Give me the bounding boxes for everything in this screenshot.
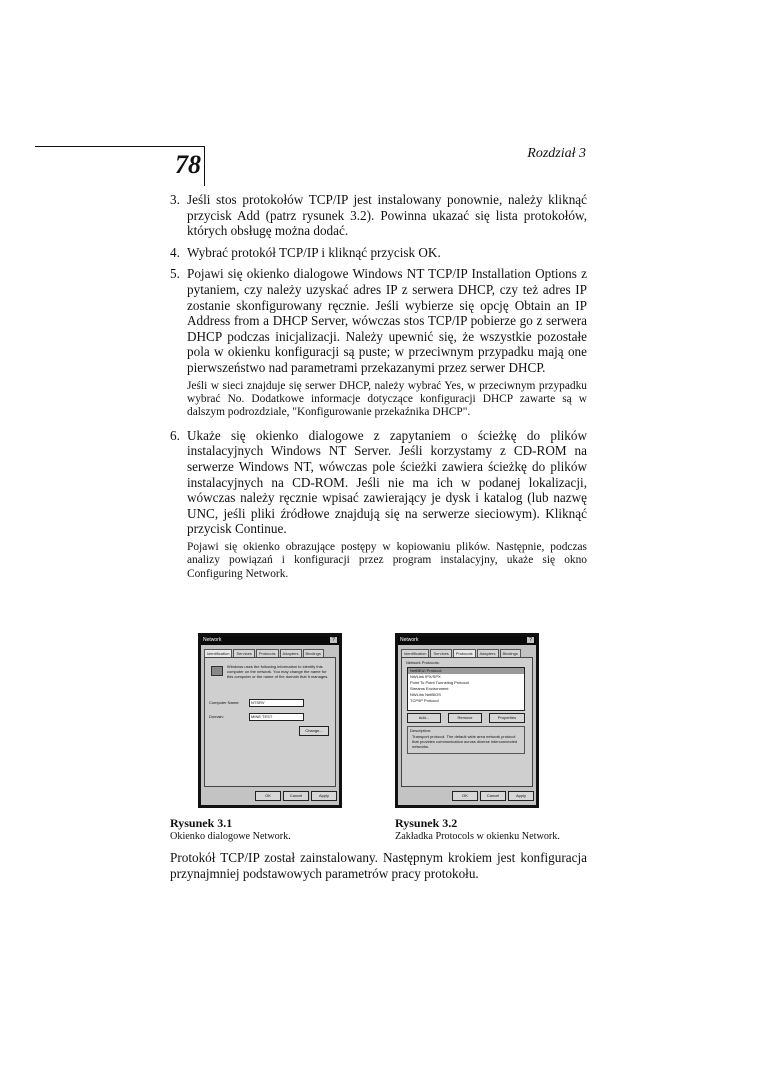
ok-button[interactable]: OK [452, 791, 478, 801]
list-item[interactable]: NetBEUI Protocol [408, 668, 524, 674]
close-icon[interactable]: ? [527, 637, 534, 643]
closing-paragraph: Protokół TCP/IP został zainstalowany. Następnym krokiem jest konfiguracja przynajmniej podstawowych parametrów pracy protokołu. [170, 850, 587, 881]
add-button[interactable]: Add... [407, 713, 441, 723]
computer-name-label: Computer Name: [209, 700, 240, 705]
tab-services[interactable]: Services [430, 649, 451, 657]
step-number: 5. [170, 266, 180, 282]
step-list [170, 192, 587, 589]
figure-3-1-screenshot [198, 633, 342, 808]
dialog-title: Network [400, 637, 419, 643]
step-note: Pojawi się okienko obrazujące postępy w kopiowaniu plików. Następnie, podczas analizy powiązań i konfiguracji przez program instalacyjny, ukaże się okno Configuring Network. [187, 540, 587, 580]
apply-button[interactable]: Apply [508, 791, 534, 801]
domain-field[interactable]: MINE TEST [249, 713, 304, 721]
figure-3-1-caption: Okienko dialogowe Network. [170, 831, 291, 842]
description-group [407, 726, 525, 754]
chapter-title: Rozdział 3 [527, 146, 586, 161]
protocols-list[interactable] [407, 667, 525, 711]
tab-bindings[interactable]: Bindings [303, 649, 324, 657]
step-text: Pojawi się okienko dialogowe Windows NT TCP/IP Installation Options z pytaniem, czy należy uzyskać adres IP z serwera DHCP, czy też adres IP zostanie skonfigurowany ręcznie. Jeśli wybierze się opcję Obtain an IP Address from a DHCP Server, wówczas stos TCP/IP pobierze go z serwera DHCP podczas inicjalizacji. Należy upewnić się, że wszystkie pozostałe pola w okienku konfiguracji są puste; w przeciwnym przypadku mają one pierwszeństwo nad parametrami przekazanymi przez serwer DHCP. [187, 266, 587, 375]
properties-button[interactable]: Properties [489, 713, 525, 723]
figure-3-1-title: Rysunek 3.1 [170, 816, 233, 830]
computer-icon [211, 666, 223, 676]
tab-identification[interactable]: Identification [401, 649, 429, 657]
domain-label: Domain: [209, 714, 224, 719]
dialog-title-bar [398, 636, 536, 645]
step-text: Wybrać protokół TCP/IP i kliknąć przycisk OK. [187, 244, 441, 260]
header-vertical-rule [204, 146, 205, 186]
figure-3-2-screenshot [395, 633, 539, 808]
tab-adapters[interactable]: Adapters [477, 649, 499, 657]
network-dialog [398, 636, 536, 805]
close-icon[interactable]: ? [330, 637, 337, 643]
step-item [170, 192, 587, 239]
tab-strip [401, 649, 521, 657]
description-text: Transport protocol. The default wide area network protocol that provides communication across diverse interconnected networks. [412, 734, 518, 749]
list-item[interactable]: NWLink IPX/SPX [410, 674, 441, 679]
tab-adapters[interactable]: Adapters [280, 649, 302, 657]
figure-3-2-title: Rysunek 3.2 [395, 816, 458, 830]
tab-strip [204, 649, 324, 657]
tab-protocols[interactable]: Protocols [256, 649, 279, 657]
remove-button[interactable]: Remove [448, 713, 482, 723]
tab-bindings[interactable]: Bindings [500, 649, 521, 657]
header-rule [35, 146, 205, 147]
description-label: Description: [410, 728, 432, 733]
network-dialog [201, 636, 339, 805]
list-item[interactable]: NWLink NetBIOS [410, 692, 441, 697]
change-button[interactable]: Change... [299, 726, 329, 736]
identification-info: Windows uses the following information to identify this computer on the network. You may change the name for this computer or the name of the domain that it manages. [227, 664, 329, 679]
computer-name-field[interactable]: NTSRV [249, 699, 304, 707]
step-item [170, 266, 587, 419]
list-item[interactable]: TCP/IP Protocol [410, 698, 439, 703]
tab-identification[interactable]: Identification [204, 649, 232, 657]
dialog-title: Network [203, 637, 222, 643]
cancel-button[interactable]: Cancel [283, 791, 309, 801]
ok-button[interactable]: OK [255, 791, 281, 801]
step-text: Jeśli stos protokołów TCP/IP jest instalowany ponownie, należy kliknąć przycisk Add (patrz rysunek 3.2). Powinna ukazać się lista protokołów, których obsługę można dodać. [187, 192, 587, 239]
list-item[interactable]: Streams Environment [410, 686, 449, 691]
tab-services[interactable]: Services [233, 649, 254, 657]
list-item[interactable]: Point To Point Tunneling Protocol [410, 680, 469, 685]
figure-3-2-caption: Zakładka Protocols w okienku Network. [395, 831, 560, 842]
step-item [170, 245, 587, 261]
dialog-title-bar [201, 636, 339, 645]
step-item [170, 428, 587, 581]
step-text: Ukaże się okienko dialogowe z zapytaniem o ścieżkę do plików instalacyjnych Windows NT Server. Jeśli korzystamy z CD-ROM na serwerze Windows NT, wówczas pole ścieżki zawiera ścieżkę do plików instalacyjnych na CD-ROM. Jeśli nie ma ich w podanej lokalizacji, wówczas należy ręcznie wpisać zawierający je dysk i katalog (lub nazwę UNC, jeśli pliki źródłowe znajdują się na serwerze sieciowym). Kliknąć przycisk Continue. [187, 427, 587, 537]
step-number: 6. [170, 427, 180, 443]
apply-button[interactable]: Apply [311, 791, 337, 801]
step-number: 4. [170, 244, 180, 260]
tab-protocols[interactable]: Protocols [453, 649, 476, 657]
protocols-panel [401, 657, 533, 787]
page-number: 78 [175, 150, 201, 179]
identification-panel [204, 657, 336, 787]
step-number: 3. [170, 192, 180, 207]
cancel-button[interactable]: Cancel [480, 791, 506, 801]
protocols-list-label: Network Protocols: [406, 660, 440, 665]
step-note: Jeśli w sieci znajduje się serwer DHCP, należy wybrać Yes, w przeciwnym przypadku wybrać No. Dodatkowe informacje dotyczące konfiguracji DHCP zawarte są w dalszym podrozdziale, "Konfigurowanie przekaźnika DHCP". [187, 379, 587, 419]
